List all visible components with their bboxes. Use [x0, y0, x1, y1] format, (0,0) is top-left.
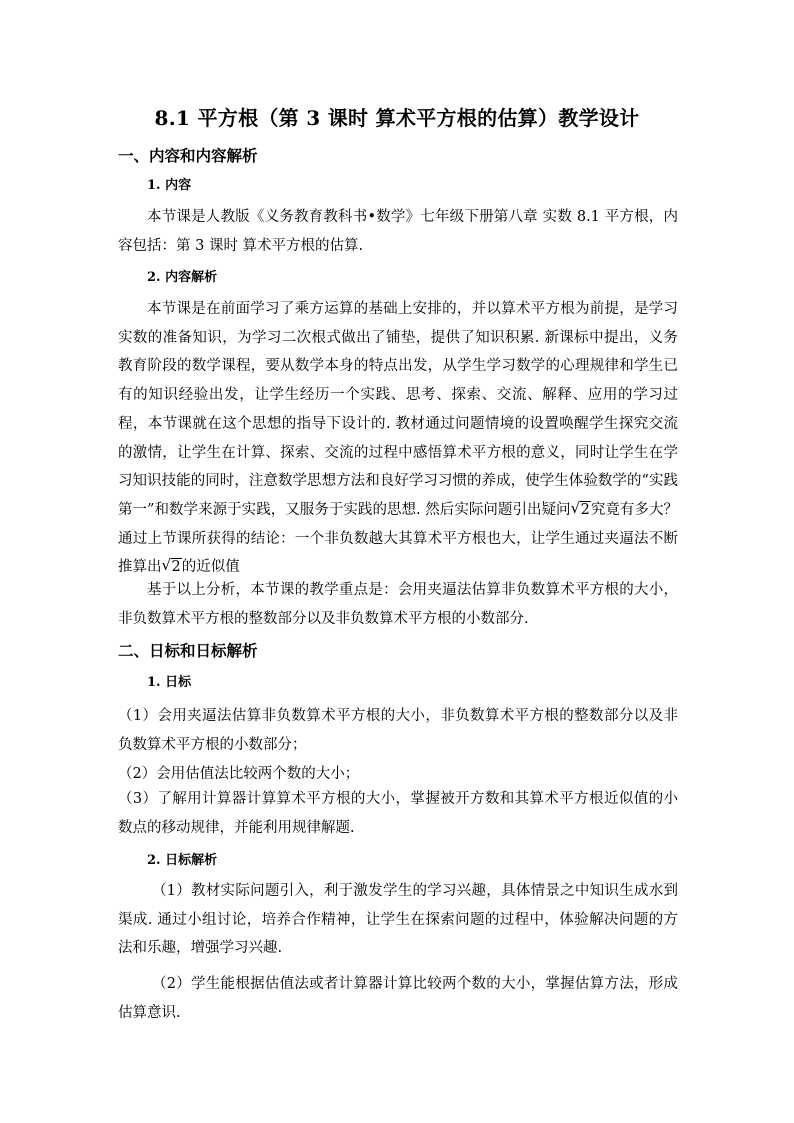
- radicand-2: 2: [171, 559, 181, 576]
- radical-sign-icon: √: [161, 556, 172, 575]
- document-title: 8.1 平方根（第 3 课时 算术平方根的估算）教学设计: [154, 106, 640, 130]
- paragraph-key-points: 基于以上分析，本节课的教学重点是：会用夹逼法估算非负数算术平方根的大小，非负数算术平方根的整数部分以及非负数算术平方根的小数部分.: [118, 582, 678, 627]
- subheading-content: 1. 内容: [147, 178, 192, 193]
- section-heading-goals: 二、日标和日标解析: [118, 641, 258, 660]
- goal-item-2: （2）会用估值法比较两个数的大小；: [118, 766, 360, 782]
- paragraph-text-part-c: 的近似值: [181, 559, 240, 576]
- subheading-content-analysis: 2. 内容解析: [147, 270, 218, 285]
- section-heading-content: 一、内容和内容解析: [118, 146, 258, 165]
- radical-sign-icon: √: [570, 498, 581, 517]
- radicand: 2: [580, 501, 590, 518]
- subheading-goal-analysis: 2. 日标解析: [147, 853, 218, 868]
- goal-analysis-item-2: （2）学生能根据估值法或者计算器计算比较两个数的大小，掌握估算方法，形成估算意识.: [118, 976, 678, 1021]
- paragraph-text-part-a: 本节课是在前面学习了乘方运算的基础上安排的，并以算术平方根为前提，是学习实数的准备知识，为学习二次根式做出了铺垫，提供了知识积累. 新课标中提出，义务教育阶段的数学课程，要从数学本身的特点出发，从学生学习数学的心理规律和学生已有的知识经验出发，让学生经历一个实践、思考、探索、交流、解释、应用的学习过程，本节课就在这个思想的指导下设计的. 教材通过问题情境的设置唤醒学生探究交流的激情，让学生在计算、探索、交流的过程中感悟算术平方根的意义，同时让学生在学习知识技能的同时，注意数学思想方法和良好学习习惯的养成，使学生体验数学的“实践第一”和数学来源于实践，又服务于实践的思想. 然后实际问题引出疑问: [118, 301, 678, 518]
- paragraph-content-analysis: [118, 295, 678, 582]
- paragraph-content: 本节课是人教版《义务教育教科书•数学》七年级下册第八章 实数 8.1 平方根，内容包括：第 3 课时 算术平方根的估算.: [118, 209, 678, 254]
- goal-item-1: （1）会用夹逼法估算非负数算术平方根的大小，非负数算术平方根的整数部分以及非负数算术平方根的小数部分；: [118, 708, 678, 753]
- goal-analysis-item-1: （1）教材实际问题引入，利于激发学生的学习兴趣，具体情景之中知识生成水到渠成. 通过小组讨论，培养合作精神，让学生在探索问题的过程中，体验解决问题的方法和乐趣，增强学习兴趣.: [118, 883, 678, 957]
- subheading-goals: 1. 日标: [147, 675, 192, 690]
- square-root-expression: [571, 496, 591, 525]
- paragraph-text-part-b: 究竟有多大？通过上节课所获得的结论：一个非负数越大其算术平方根也大，让学生通过夹逼法不断推算出: [118, 501, 678, 576]
- goal-item-3: （3）了解用计算器计算算术平方根的大小，掌握被开方数和其算术平方根近似值的小数点的移动规律，并能利用规律解题.: [118, 791, 678, 836]
